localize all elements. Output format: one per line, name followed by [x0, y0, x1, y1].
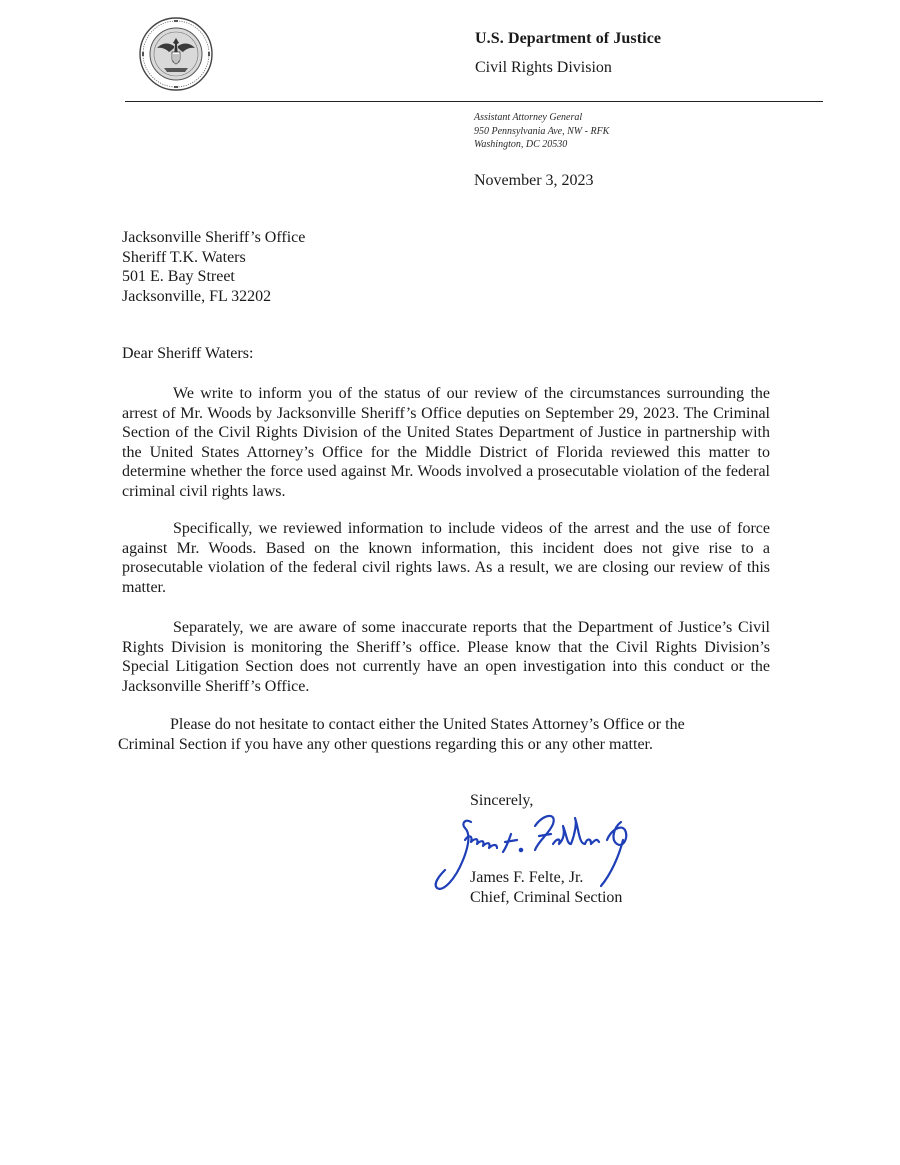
office-line: Assistant Attorney General: [474, 112, 583, 123]
signer-name: James F. Felte, Jr.: [470, 869, 584, 886]
letter-date: November 3, 2023: [474, 172, 594, 189]
recipient-line: Sheriff T.K. Waters: [122, 248, 246, 266]
division-name: Civil Rights Division: [475, 59, 612, 76]
recipient-line: Jacksonville, FL 32202: [122, 287, 272, 305]
body-paragraph: Please do not hesitate to contact either the United States Attorney’s Office or the Criminal Section if you have any other questions regarding this or any other matter.: [118, 716, 685, 753]
body-paragraph: Separately, we are aware of some inaccurate reports that the Department of Justice’s Civil Rights Division is monitoring the Sheriff’s office. Please know that the Civil Rights Division’s Special Litigation Section does not currently have an open investigation into this conduct or the Jacksonville Sheriff’s Office.: [122, 619, 770, 695]
office-line: 950 Pennsylvania Ave, NW - RFK: [474, 125, 610, 137]
office-address: [474, 111, 609, 152]
office-line: Washington, DC 20530: [474, 139, 568, 150]
signer-title: Chief, Criminal Section: [470, 889, 623, 906]
salutation: Dear Sheriff Waters:: [122, 345, 254, 362]
recipient-address: [122, 228, 305, 306]
closing: Sincerely,: [470, 792, 534, 809]
recipient-line: 501 E. Bay Street: [122, 268, 235, 285]
body-paragraph: We write to inform you of the status of our review of the circumstances surrounding the arrest of Mr. Woods by Jacksonville Sheriff’s Office deputies on September 29, 2023. The Criminal Section of the Civil Rights Division of the United States Department of Justice in partnership with the United States Attorney’s Office for the Middle District of Florida reviewed this matter to determine whether the force used against Mr. Woods involved a prosecutable violation of the federal criminal civil rights laws.: [122, 385, 770, 500]
department-name: U.S. Department of Justice: [475, 30, 662, 47]
doj-seal-icon: [138, 16, 214, 92]
recipient-line: Jacksonville Sheriff’s Office: [122, 229, 306, 246]
letterhead-divider: [125, 101, 823, 102]
body-paragraph: Specifically, we reviewed information to include videos of the arrest and the use of force against Mr. Woods. Based on the known information, this incident does not give rise to a prosecutable violation of the federal civil rights laws. As a result, we are closing our review of this matter.: [122, 520, 770, 596]
